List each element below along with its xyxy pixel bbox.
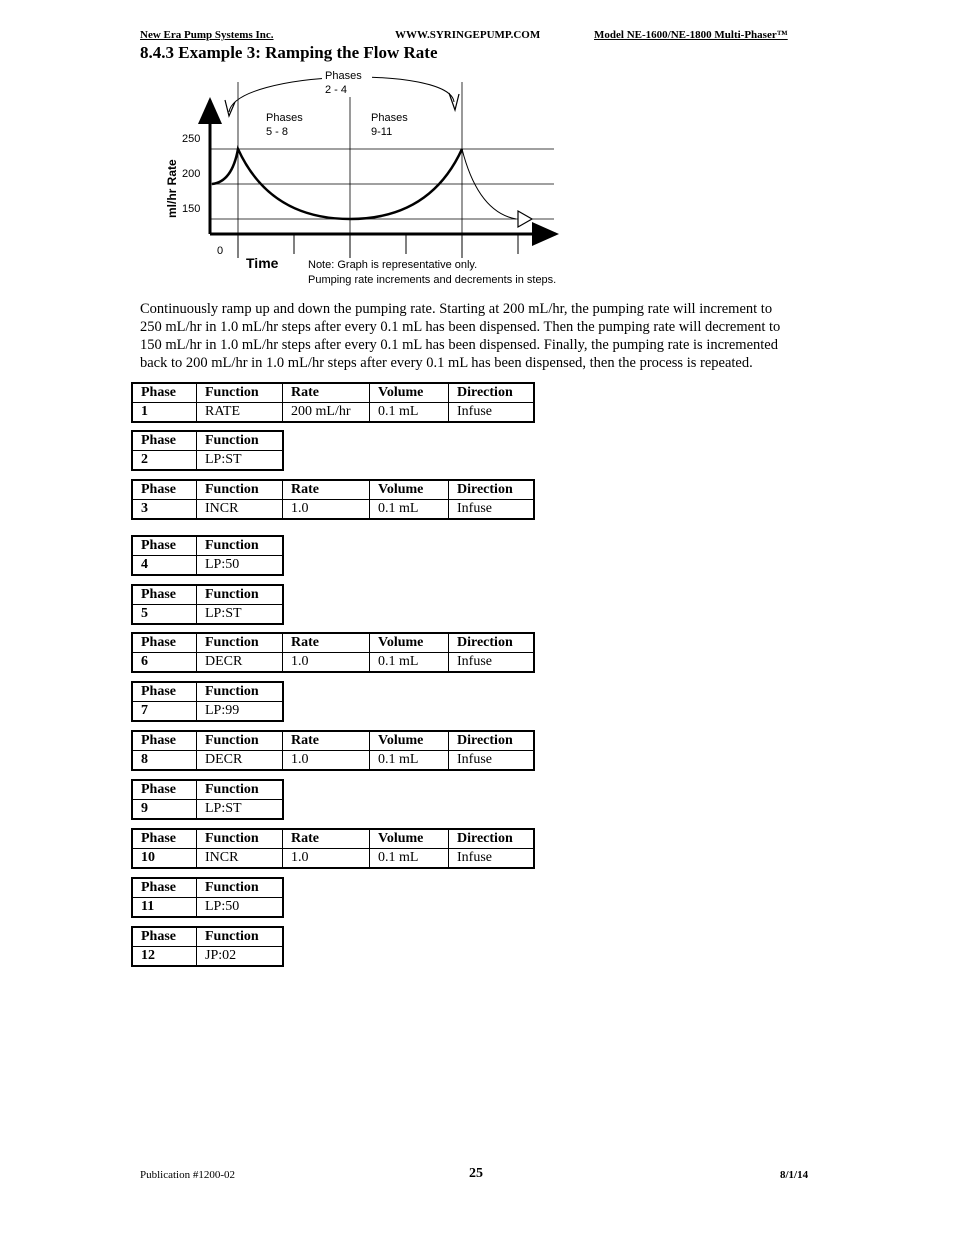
- phase-number: 6: [141, 654, 148, 669]
- phase-function: LP:ST: [197, 605, 284, 625]
- phase-number: 4: [141, 557, 148, 572]
- phase-number: 3: [141, 501, 148, 516]
- phase-number: 9: [141, 801, 148, 816]
- header-website: WWW.SYRINGEPUMP.COM: [395, 29, 541, 41]
- phase-function: LP:50: [197, 898, 284, 918]
- phase-table-1: Phase Function Rate Volume Direction 1 RATE 200 mL/hr 0.1 mL Infuse: [131, 382, 535, 423]
- phase-function: DECR: [197, 653, 283, 673]
- flow-rate-graph: [150, 62, 610, 292]
- paragraph-line: back to 200 mL/hr in 1.0 mL/hr steps after every 0.1 mL has been dispensed, then the process is repeated.: [140, 355, 753, 371]
- phases-top-label-1: Phases: [325, 70, 362, 82]
- graph-note-1: Note: Graph is representative only.: [308, 259, 478, 271]
- phases-a-label-2: 5 - 8: [266, 126, 289, 138]
- x-axis-label: Time: [246, 255, 279, 271]
- phase-volume: 0.1 mL: [370, 849, 449, 869]
- phase-table-9: Phase Function 9 LP:ST: [131, 779, 284, 820]
- curve-arrow-icon: [518, 211, 532, 227]
- phase-table-11: Phase Function 11 LP:50: [131, 877, 284, 918]
- phase-function: INCR: [197, 849, 283, 869]
- graph-note-2: Pumping rate increments and decrements in steps.: [308, 274, 557, 286]
- phase-function: DECR: [197, 751, 283, 771]
- phase-rate: 1.0: [283, 500, 370, 520]
- phases-top-label-2: 2 - 4: [325, 84, 348, 96]
- phase-direction: Infuse: [449, 849, 535, 869]
- phases-b-label-2: 9-11: [371, 126, 393, 138]
- phase-function: LP:50: [197, 556, 284, 576]
- footer-date: 8/1/14: [780, 1169, 809, 1181]
- phases-b-label-1: Phases: [371, 112, 408, 124]
- phase-number: 8: [141, 752, 148, 767]
- gridlines: [210, 82, 554, 258]
- y-tick-150: 150: [182, 203, 201, 215]
- phase-number: 11: [141, 899, 155, 914]
- phase-table-5: Phase Function 5 LP:ST: [131, 584, 284, 625]
- phase-table-6: Phase Function Rate Volume Direction 6 DECR 1.0 0.1 mL Infuse: [131, 632, 535, 673]
- y-tick-250: 250: [182, 133, 201, 145]
- phase-function: LP:99: [197, 702, 284, 722]
- page-number: 25: [469, 1166, 483, 1181]
- header-model: Model NE-1600/NE-1800 Multi-Phaser™: [594, 29, 788, 41]
- phase-table-10: Phase Function Rate Volume Direction 10 INCR 1.0 0.1 mL Infuse: [131, 828, 535, 869]
- phase-table-8: Phase Function Rate Volume Direction 8 DECR 1.0 0.1 mL Infuse: [131, 730, 535, 771]
- phase-table-12: Phase Function 12 JP:02: [131, 926, 284, 967]
- time-axis-ticks: [238, 234, 518, 258]
- phase-table-2: Phase Function 2 LP:ST: [131, 430, 284, 471]
- phase-direction: Infuse: [449, 403, 535, 423]
- phase-function: RATE: [197, 403, 283, 423]
- y-tick-200: 200: [182, 168, 201, 180]
- phase-number: 5: [141, 606, 148, 621]
- phase-direction: Infuse: [449, 653, 535, 673]
- phase-function: LP:ST: [197, 800, 284, 820]
- phase-function: LP:ST: [197, 451, 284, 471]
- phase-number: 12: [141, 948, 155, 963]
- paragraph-line: 250 mL/hr in 1.0 mL/hr steps after every 0.1 mL has been dispensed. Then the pumping rate will decrement to: [140, 319, 781, 335]
- phases-a-label-1: Phases: [266, 112, 303, 124]
- phase-rate: 1.0: [283, 751, 370, 771]
- section-title: 8.4.3 Example 3: Ramping the Flow Rate: [140, 43, 438, 62]
- y-axis-label: ml/hr Rate: [165, 159, 179, 218]
- footer-publication: Publication #1200-02: [140, 1169, 236, 1181]
- phase-function: JP:02: [197, 947, 284, 967]
- phase-volume: 0.1 mL: [370, 653, 449, 673]
- phase-function: INCR: [197, 500, 283, 520]
- phase-volume: 0.1 mL: [370, 751, 449, 771]
- phase-volume: 0.1 mL: [370, 500, 449, 520]
- description-paragraph: [140, 300, 840, 372]
- phase-volume: 0.1 mL: [370, 403, 449, 423]
- phase-rate: 1.0: [283, 653, 370, 673]
- phase-table-4: Phase Function 4 LP:50: [131, 535, 284, 576]
- paragraph-line: 150 mL/hr in 1.0 mL/hr steps after every 0.1 mL has been dispensed. Finally, the pumping rate is incremented: [140, 337, 778, 353]
- phase-table-3: Phase Function Rate Volume Direction 3 INCR 1.0 0.1 mL Infuse: [131, 479, 535, 520]
- phase-rate: 1.0: [283, 849, 370, 869]
- paragraph-line: Continuously ramp up and down the pumping rate. Starting at 200 mL/hr, the pumping rate will increment to: [140, 301, 773, 317]
- header-company: New Era Pump Systems Inc.: [140, 29, 274, 41]
- phase-number: 2: [141, 452, 148, 467]
- y-tick-0: 0: [217, 245, 224, 257]
- phase-number: 1: [141, 404, 148, 419]
- phase-direction: Infuse: [449, 500, 535, 520]
- phase-table-7: Phase Function 7 LP:99: [131, 681, 284, 722]
- phase-rate: 200 mL/hr: [283, 403, 370, 423]
- phase-number: 7: [141, 703, 148, 718]
- phase-direction: Infuse: [449, 751, 535, 771]
- phase-number: 10: [141, 850, 155, 865]
